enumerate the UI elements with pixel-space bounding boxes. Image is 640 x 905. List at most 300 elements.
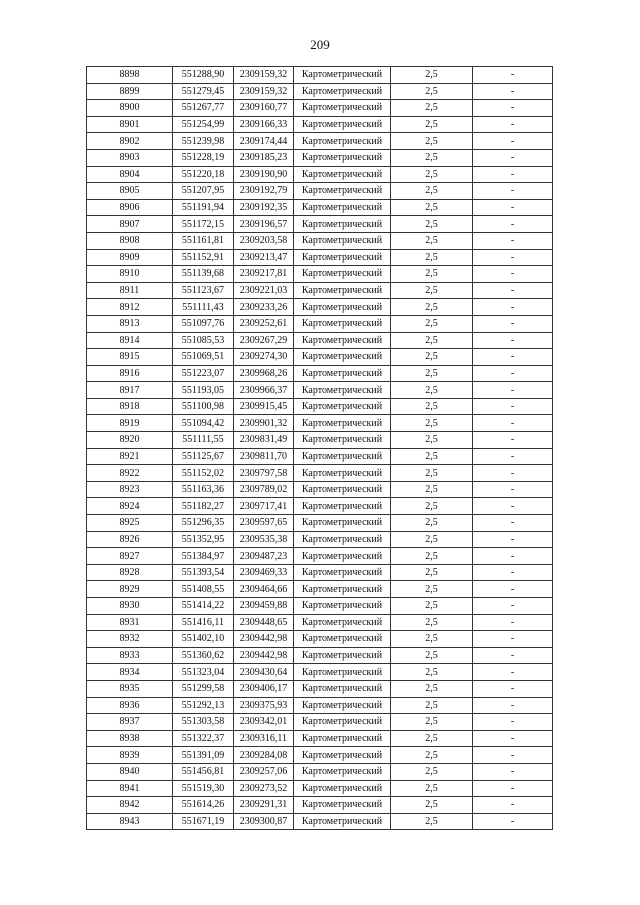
accuracy-cell: 2,5 (391, 581, 473, 598)
accuracy-cell: 2,5 (391, 365, 473, 382)
x-coordinate-cell: 551299,58 (173, 680, 234, 697)
accuracy-cell: 2,5 (391, 664, 473, 681)
x-coordinate-cell: 551163,36 (173, 481, 234, 498)
y-coordinate-cell: 2309717,41 (234, 498, 294, 515)
point-number-cell: 8912 (87, 299, 173, 316)
y-coordinate-cell: 2309190,90 (234, 166, 294, 183)
method-cell: Картометрический (294, 67, 391, 84)
table-row (87, 465, 553, 482)
x-coordinate-cell: 551384,97 (173, 548, 234, 565)
x-coordinate-cell: 551125,67 (173, 448, 234, 465)
point-number-cell: 8901 (87, 116, 173, 133)
method-cell: Картометрический (294, 531, 391, 548)
x-coordinate-cell: 551408,55 (173, 581, 234, 598)
method-cell: Картометрический (294, 232, 391, 249)
accuracy-cell: 2,5 (391, 465, 473, 482)
table-body (87, 67, 553, 830)
y-coordinate-cell: 2309406,17 (234, 680, 294, 697)
note-cell: - (473, 664, 553, 681)
note-cell: - (473, 133, 553, 150)
method-cell: Картометрический (294, 266, 391, 283)
method-cell: Картометрический (294, 166, 391, 183)
y-coordinate-cell: 2309811,70 (234, 448, 294, 465)
accuracy-cell: 2,5 (391, 67, 473, 84)
method-cell: Картометрический (294, 780, 391, 797)
x-coordinate-cell: 551161,81 (173, 232, 234, 249)
table-row (87, 266, 553, 283)
note-cell: - (473, 183, 553, 200)
x-coordinate-cell: 551152,02 (173, 465, 234, 482)
method-cell: Картометрический (294, 282, 391, 299)
note-cell: - (473, 232, 553, 249)
method-cell: Картометрический (294, 581, 391, 598)
y-coordinate-cell: 2309831,49 (234, 432, 294, 449)
point-number-cell: 8926 (87, 531, 173, 548)
method-cell: Картометрический (294, 249, 391, 266)
method-cell: Картометрический (294, 797, 391, 814)
accuracy-cell: 2,5 (391, 216, 473, 233)
point-number-cell: 8898 (87, 67, 173, 84)
point-number-cell: 8906 (87, 199, 173, 216)
note-cell: - (473, 548, 553, 565)
x-coordinate-cell: 551193,05 (173, 382, 234, 399)
x-coordinate-cell: 551323,04 (173, 664, 234, 681)
x-coordinate-cell: 551223,07 (173, 365, 234, 382)
y-coordinate-cell: 2309160,77 (234, 100, 294, 117)
point-number-cell: 8915 (87, 349, 173, 366)
y-coordinate-cell: 2309213,47 (234, 249, 294, 266)
x-coordinate-cell: 551322,37 (173, 730, 234, 747)
point-number-cell: 8933 (87, 647, 173, 664)
method-cell: Картометрический (294, 498, 391, 515)
y-coordinate-cell: 2309284,08 (234, 747, 294, 764)
accuracy-cell: 2,5 (391, 415, 473, 432)
point-number-cell: 8936 (87, 697, 173, 714)
y-coordinate-cell: 2309174,44 (234, 133, 294, 150)
y-coordinate-cell: 2309217,81 (234, 266, 294, 283)
table-row (87, 67, 553, 84)
table-row (87, 282, 553, 299)
y-coordinate-cell: 2309192,35 (234, 199, 294, 216)
table-row (87, 515, 553, 532)
point-number-cell: 8924 (87, 498, 173, 515)
y-coordinate-cell: 2309797,58 (234, 465, 294, 482)
method-cell: Картометрический (294, 116, 391, 133)
table-row (87, 714, 553, 731)
accuracy-cell: 2,5 (391, 730, 473, 747)
note-cell: - (473, 581, 553, 598)
note-cell: - (473, 315, 553, 332)
coordinates-table (86, 66, 553, 830)
x-coordinate-cell: 551085,53 (173, 332, 234, 349)
accuracy-cell: 2,5 (391, 598, 473, 615)
x-coordinate-cell: 551172,15 (173, 216, 234, 233)
table-row (87, 315, 553, 332)
note-cell: - (473, 680, 553, 697)
method-cell: Картометрический (294, 349, 391, 366)
point-number-cell: 8917 (87, 382, 173, 399)
method-cell: Картометрический (294, 564, 391, 581)
x-coordinate-cell: 551152,91 (173, 249, 234, 266)
method-cell: Картометрический (294, 315, 391, 332)
accuracy-cell: 2,5 (391, 481, 473, 498)
note-cell: - (473, 282, 553, 299)
method-cell: Картометрический (294, 432, 391, 449)
table-row (87, 83, 553, 100)
method-cell: Картометрический (294, 149, 391, 166)
y-coordinate-cell: 2309316,11 (234, 730, 294, 747)
method-cell: Картометрический (294, 415, 391, 432)
x-coordinate-cell: 551123,67 (173, 282, 234, 299)
method-cell: Картометрический (294, 216, 391, 233)
point-number-cell: 8904 (87, 166, 173, 183)
x-coordinate-cell: 551360,62 (173, 647, 234, 664)
point-number-cell: 8943 (87, 813, 173, 830)
method-cell: Картометрический (294, 398, 391, 415)
accuracy-cell: 2,5 (391, 647, 473, 664)
x-coordinate-cell: 551303,58 (173, 714, 234, 731)
x-coordinate-cell: 551267,77 (173, 100, 234, 117)
method-cell: Картометрический (294, 365, 391, 382)
note-cell: - (473, 332, 553, 349)
y-coordinate-cell: 2309535,38 (234, 531, 294, 548)
accuracy-cell: 2,5 (391, 266, 473, 283)
method-cell: Картометрический (294, 448, 391, 465)
method-cell: Картометрический (294, 183, 391, 200)
table-row (87, 382, 553, 399)
y-coordinate-cell: 2309273,52 (234, 780, 294, 797)
method-cell: Картометрический (294, 747, 391, 764)
table-row (87, 747, 553, 764)
table-row (87, 166, 553, 183)
x-coordinate-cell: 551191,94 (173, 199, 234, 216)
method-cell: Картометрический (294, 515, 391, 532)
point-number-cell: 8919 (87, 415, 173, 432)
accuracy-cell: 2,5 (391, 199, 473, 216)
y-coordinate-cell: 2309469,33 (234, 564, 294, 581)
table-row (87, 647, 553, 664)
accuracy-cell: 2,5 (391, 747, 473, 764)
point-number-cell: 8942 (87, 797, 173, 814)
method-cell: Картометрический (294, 631, 391, 648)
point-number-cell: 8939 (87, 747, 173, 764)
table-row (87, 813, 553, 830)
x-coordinate-cell: 551182,27 (173, 498, 234, 515)
method-cell: Картометрический (294, 647, 391, 664)
table-row (87, 398, 553, 415)
table-row (87, 432, 553, 449)
x-coordinate-cell: 551111,43 (173, 299, 234, 316)
table-row (87, 763, 553, 780)
table-row (87, 149, 553, 166)
point-number-cell: 8914 (87, 332, 173, 349)
accuracy-cell: 2,5 (391, 614, 473, 631)
accuracy-cell: 2,5 (391, 813, 473, 830)
accuracy-cell: 2,5 (391, 797, 473, 814)
note-cell: - (473, 647, 553, 664)
note-cell: - (473, 481, 553, 498)
point-number-cell: 8934 (87, 664, 173, 681)
y-coordinate-cell: 2309267,29 (234, 332, 294, 349)
accuracy-cell: 2,5 (391, 166, 473, 183)
method-cell: Картометрический (294, 813, 391, 830)
method-cell: Картометрический (294, 133, 391, 150)
table-row (87, 548, 553, 565)
table-row (87, 697, 553, 714)
point-number-cell: 8921 (87, 448, 173, 465)
method-cell: Картометрический (294, 697, 391, 714)
accuracy-cell: 2,5 (391, 680, 473, 697)
table-row (87, 415, 553, 432)
accuracy-cell: 2,5 (391, 83, 473, 100)
note-cell: - (473, 365, 553, 382)
accuracy-cell: 2,5 (391, 448, 473, 465)
method-cell: Картометрический (294, 83, 391, 100)
accuracy-cell: 2,5 (391, 332, 473, 349)
method-cell: Картометрический (294, 548, 391, 565)
accuracy-cell: 2,5 (391, 232, 473, 249)
accuracy-cell: 2,5 (391, 531, 473, 548)
accuracy-cell: 2,5 (391, 780, 473, 797)
y-coordinate-cell: 2309196,57 (234, 216, 294, 233)
accuracy-cell: 2,5 (391, 382, 473, 399)
note-cell: - (473, 697, 553, 714)
note-cell: - (473, 614, 553, 631)
accuracy-cell: 2,5 (391, 100, 473, 117)
method-cell: Картометрический (294, 763, 391, 780)
y-coordinate-cell: 2309342,01 (234, 714, 294, 731)
y-coordinate-cell: 2309464,66 (234, 581, 294, 598)
y-coordinate-cell: 2309185,23 (234, 149, 294, 166)
point-number-cell: 8935 (87, 680, 173, 697)
y-coordinate-cell: 2309597,65 (234, 515, 294, 532)
method-cell: Картометрический (294, 382, 391, 399)
note-cell: - (473, 780, 553, 797)
table-row (87, 133, 553, 150)
note-cell: - (473, 432, 553, 449)
x-coordinate-cell: 551416,11 (173, 614, 234, 631)
x-coordinate-cell: 551391,09 (173, 747, 234, 764)
accuracy-cell: 2,5 (391, 116, 473, 133)
y-coordinate-cell: 2309192,79 (234, 183, 294, 200)
method-cell: Картометрический (294, 465, 391, 482)
note-cell: - (473, 67, 553, 84)
y-coordinate-cell: 2309459,88 (234, 598, 294, 615)
y-coordinate-cell: 2309966,37 (234, 382, 294, 399)
point-number-cell: 8931 (87, 614, 173, 631)
note-cell: - (473, 100, 553, 117)
point-number-cell: 8923 (87, 481, 173, 498)
point-number-cell: 8899 (87, 83, 173, 100)
point-number-cell: 8907 (87, 216, 173, 233)
point-number-cell: 8913 (87, 315, 173, 332)
y-coordinate-cell: 2309901,32 (234, 415, 294, 432)
method-cell: Картометрический (294, 100, 391, 117)
accuracy-cell: 2,5 (391, 149, 473, 166)
x-coordinate-cell: 551614,26 (173, 797, 234, 814)
table-row (87, 299, 553, 316)
method-cell: Картометрический (294, 299, 391, 316)
note-cell: - (473, 465, 553, 482)
method-cell: Картометрический (294, 199, 391, 216)
method-cell: Картометрический (294, 664, 391, 681)
accuracy-cell: 2,5 (391, 564, 473, 581)
point-number-cell: 8909 (87, 249, 173, 266)
note-cell: - (473, 249, 553, 266)
y-coordinate-cell: 2309375,93 (234, 697, 294, 714)
point-number-cell: 8937 (87, 714, 173, 731)
table-row (87, 564, 553, 581)
page-number: 209 (310, 37, 330, 52)
accuracy-cell: 2,5 (391, 515, 473, 532)
note-cell: - (473, 199, 553, 216)
table-row (87, 481, 553, 498)
point-number-cell: 8930 (87, 598, 173, 615)
x-coordinate-cell: 551220,18 (173, 166, 234, 183)
x-coordinate-cell: 551094,42 (173, 415, 234, 432)
note-cell: - (473, 349, 553, 366)
accuracy-cell: 2,5 (391, 249, 473, 266)
point-number-cell: 8920 (87, 432, 173, 449)
x-coordinate-cell: 551519,30 (173, 780, 234, 797)
accuracy-cell: 2,5 (391, 183, 473, 200)
table-row (87, 531, 553, 548)
note-cell: - (473, 398, 553, 415)
table-row (87, 581, 553, 598)
note-cell: - (473, 531, 553, 548)
note-cell: - (473, 564, 553, 581)
point-number-cell: 8911 (87, 282, 173, 299)
x-coordinate-cell: 551456,81 (173, 763, 234, 780)
accuracy-cell: 2,5 (391, 349, 473, 366)
point-number-cell: 8929 (87, 581, 173, 598)
note-cell: - (473, 166, 553, 183)
note-cell: - (473, 448, 553, 465)
x-coordinate-cell: 551279,45 (173, 83, 234, 100)
table-row (87, 199, 553, 216)
x-coordinate-cell: 551097,76 (173, 315, 234, 332)
table-row (87, 232, 553, 249)
y-coordinate-cell: 2309291,31 (234, 797, 294, 814)
point-number-cell: 8940 (87, 763, 173, 780)
y-coordinate-cell: 2309968,26 (234, 365, 294, 382)
table-row (87, 116, 553, 133)
note-cell: - (473, 83, 553, 100)
y-coordinate-cell: 2309487,23 (234, 548, 294, 565)
accuracy-cell: 2,5 (391, 398, 473, 415)
accuracy-cell: 2,5 (391, 631, 473, 648)
point-number-cell: 8903 (87, 149, 173, 166)
y-coordinate-cell: 2309221,03 (234, 282, 294, 299)
x-coordinate-cell: 551228,19 (173, 149, 234, 166)
point-number-cell: 8928 (87, 564, 173, 581)
method-cell: Картометрический (294, 680, 391, 697)
accuracy-cell: 2,5 (391, 763, 473, 780)
x-coordinate-cell: 551239,98 (173, 133, 234, 150)
table-row (87, 183, 553, 200)
method-cell: Картометрический (294, 332, 391, 349)
table-row (87, 100, 553, 117)
note-cell: - (473, 813, 553, 830)
table-row (87, 730, 553, 747)
note-cell: - (473, 116, 553, 133)
table-row (87, 349, 553, 366)
y-coordinate-cell: 2309159,32 (234, 83, 294, 100)
note-cell: - (473, 149, 553, 166)
point-number-cell: 8908 (87, 232, 173, 249)
x-coordinate-cell: 551292,13 (173, 697, 234, 714)
point-number-cell: 8910 (87, 266, 173, 283)
point-number-cell: 8941 (87, 780, 173, 797)
note-cell: - (473, 515, 553, 532)
x-coordinate-cell: 551100,98 (173, 398, 234, 415)
point-number-cell: 8916 (87, 365, 173, 382)
y-coordinate-cell: 2309166,33 (234, 116, 294, 133)
y-coordinate-cell: 2309252,61 (234, 315, 294, 332)
x-coordinate-cell: 551069,51 (173, 349, 234, 366)
accuracy-cell: 2,5 (391, 697, 473, 714)
note-cell: - (473, 631, 553, 648)
method-cell: Картометрический (294, 481, 391, 498)
table-row (87, 598, 553, 615)
accuracy-cell: 2,5 (391, 714, 473, 731)
note-cell: - (473, 498, 553, 515)
x-coordinate-cell: 551671,19 (173, 813, 234, 830)
note-cell: - (473, 266, 553, 283)
note-cell: - (473, 216, 553, 233)
point-number-cell: 8918 (87, 398, 173, 415)
method-cell: Картометрический (294, 714, 391, 731)
table-row (87, 680, 553, 697)
accuracy-cell: 2,5 (391, 315, 473, 332)
y-coordinate-cell: 2309789,02 (234, 481, 294, 498)
table-row (87, 216, 553, 233)
x-coordinate-cell: 551139,68 (173, 266, 234, 283)
point-number-cell: 8925 (87, 515, 173, 532)
note-cell: - (473, 382, 553, 399)
table-row (87, 249, 553, 266)
y-coordinate-cell: 2309430,64 (234, 664, 294, 681)
accuracy-cell: 2,5 (391, 432, 473, 449)
x-coordinate-cell: 551207,95 (173, 183, 234, 200)
y-coordinate-cell: 2309274,30 (234, 349, 294, 366)
table-row (87, 498, 553, 515)
table-row (87, 631, 553, 648)
method-cell: Картометрический (294, 614, 391, 631)
table-row (87, 614, 553, 631)
x-coordinate-cell: 551111,55 (173, 432, 234, 449)
method-cell: Картометрический (294, 598, 391, 615)
table-row (87, 780, 553, 797)
method-cell: Картометрический (294, 730, 391, 747)
point-number-cell: 8905 (87, 183, 173, 200)
y-coordinate-cell: 2309159,32 (234, 67, 294, 84)
note-cell: - (473, 763, 553, 780)
y-coordinate-cell: 2309233,26 (234, 299, 294, 316)
y-coordinate-cell: 2309915,45 (234, 398, 294, 415)
accuracy-cell: 2,5 (391, 498, 473, 515)
accuracy-cell: 2,5 (391, 299, 473, 316)
accuracy-cell: 2,5 (391, 282, 473, 299)
y-coordinate-cell: 2309448,65 (234, 614, 294, 631)
y-coordinate-cell: 2309442,98 (234, 631, 294, 648)
point-number-cell: 8922 (87, 465, 173, 482)
point-number-cell: 8900 (87, 100, 173, 117)
table-row (87, 664, 553, 681)
x-coordinate-cell: 551352,95 (173, 531, 234, 548)
y-coordinate-cell: 2309442,98 (234, 647, 294, 664)
point-number-cell: 8932 (87, 631, 173, 648)
